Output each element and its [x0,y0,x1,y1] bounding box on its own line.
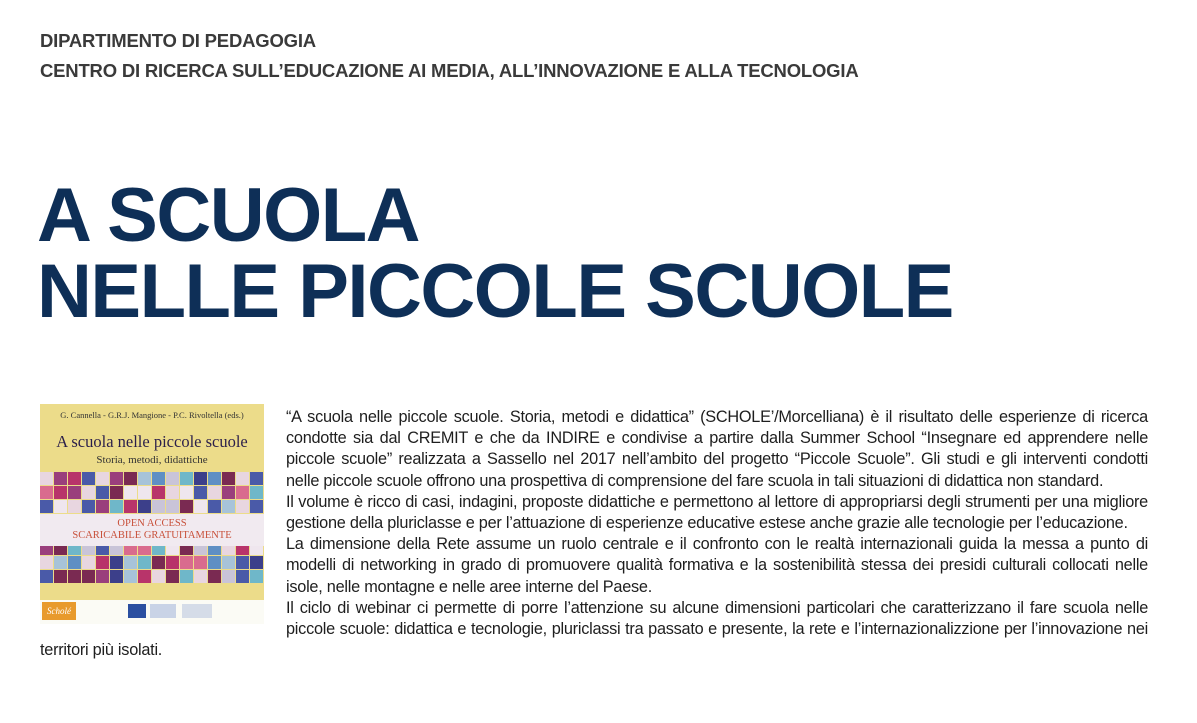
paragraph-3: La dimensione della Rete assume un ruolo centrale e il confronto con le realtà internazionali guida la messa a punto di modelli di networking in grado di promuovere qualità formativa e la sostenibilità stessa dei presidi culturali collocati nelle isole, nelle montagne e nelle aree interne del Paese. [286,535,1148,596]
article-body [40,407,1148,661]
book-editors: G. Cannella - G.R.J. Mangione - P.C. Rivoltella (eds.) [60,410,244,420]
paragraph-4: Il ciclo di webinar ci permette di porre l’attenzione su alcune dimensioni particolari che caratterizzano il fare scuola nelle piccole scuole: didattica e tecnologie, pluriclassi tra passato e presente, la rete e l’internazionalizzione per l’innovazione nei territori più isolati. [40,598,1148,660]
department-header [40,26,858,86]
book-subtitle: Storia, metodi, didattiche [96,454,208,466]
book-title: A scuola nelle piccole scuole [56,432,248,451]
department-name: DIPARTIMENTO DI PEDAGOGIA [40,30,316,51]
title-line-1: A SCUOLA [37,173,420,258]
paragraph-1: “A scuola nelle piccole scuole. Storia, metodi e didattica” (SCHOLE’/Morcelliana) è il risultato delle esperienze di ricerca condotte sia dal CREMIT e che da INDIRE e condivise a partire dalla Summer School “Insegnare ed apprendere nelle piccole scuole” realizzata a Sassello nel 2017 nell’ambito del progetto “Piccole Scuole”. Gli studi e gli interventi condotti nelle piccole scuole offrono una prospettiva di comprensione del fare scuola in tali situazioni di didattica non standard. [286,408,1148,490]
research-center-name: CENTRO DI RICERCA SULL’EDUCAZIONE AI MEDIA, ALL’INNOVAZIONE E ALLA TECNOLOGIA [40,60,859,81]
banner-line-1: OPEN ACCESS [117,518,187,529]
title-line-2: NELLE PICCOLE SCUOLE [37,249,953,334]
banner-line-2: SCARICABILE GRATUITAMENTE [72,530,232,541]
publisher-logo: Scholé [42,602,76,620]
page-title [37,173,953,334]
paragraph-2: Il volume è ricco di casi, indagini, proposte didattiche e permettono al lettore di appropriarsi degli strumenti per una migliore gestione della pluriclasse e per l’attuazione di esperienze educative estese anche grazie alle tecnologie per l’educazione. [286,492,1148,533]
